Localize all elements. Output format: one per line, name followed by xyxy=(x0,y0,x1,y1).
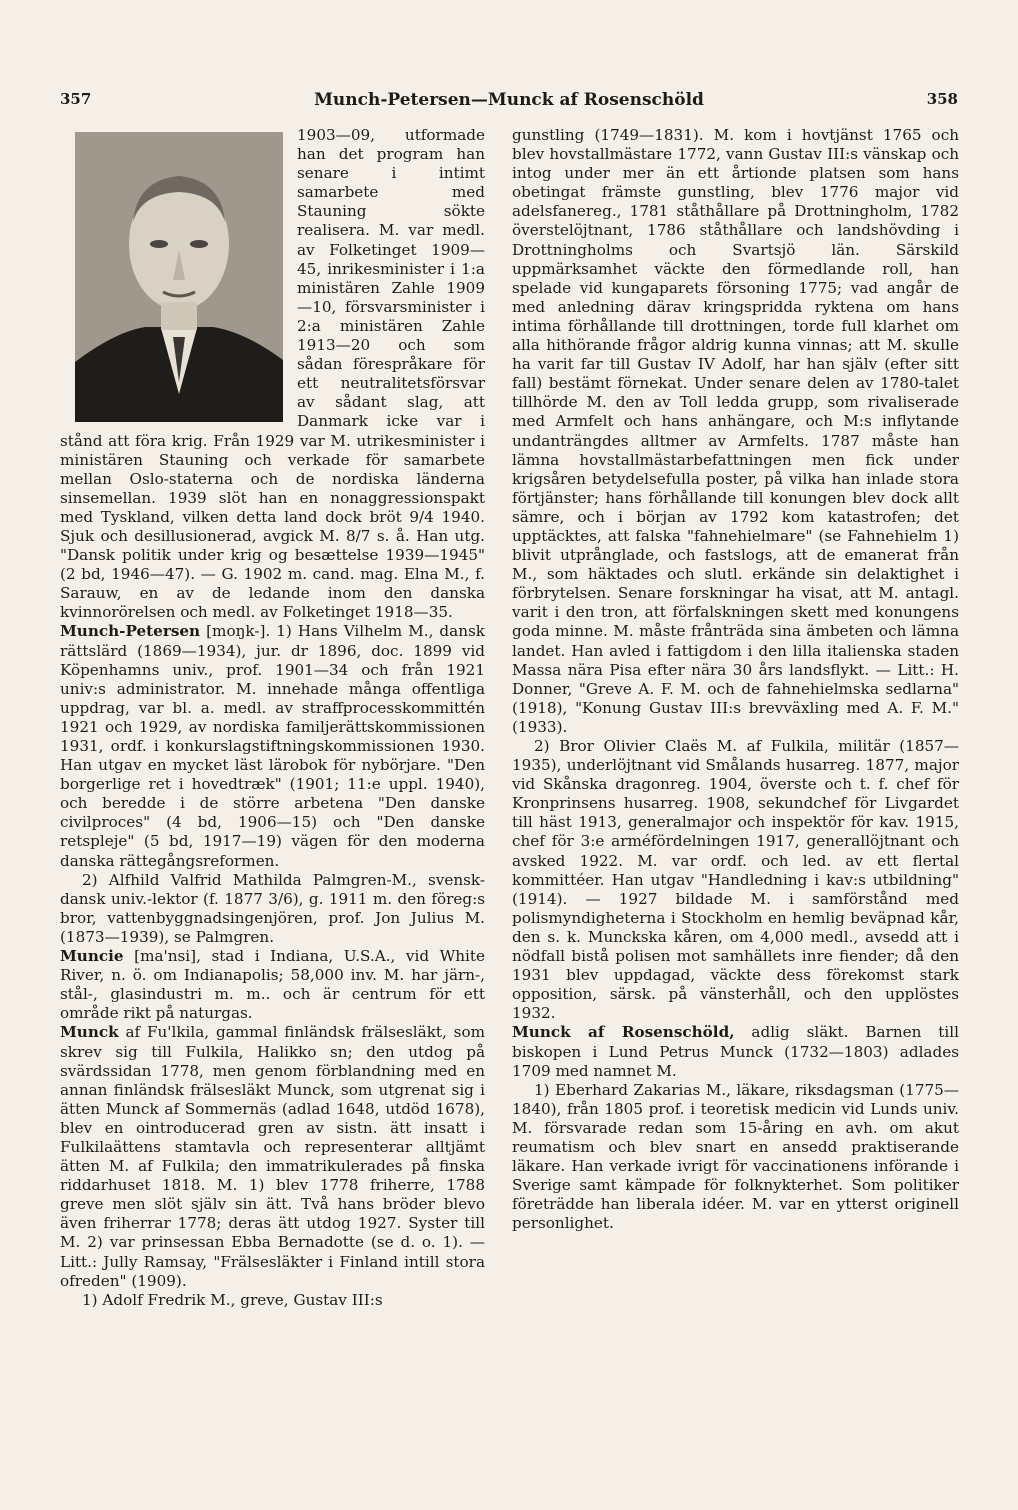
article-text: 1903—09, utformade han det program han senare i intimt samarbete med Stauning sökte realisera. M. var medl. av Folketinget 1909—45, inrikesminister i 1:a ministären Zahle 1909—10, försvarsminister i 2:a ministären Zahle 1913—20 och som sådan förespråkare för ett neutralitetsförsvar av sådant slag, att Danmark icke var i stånd att föra krig. Från 1929 var M. utrikesminister i ministären Stauning och verkade för samarbete mellan Oslo-staterna och de nordiska länderna sinsemellan. 1939 slöt han en nonaggressionspakt med Tyskland, vilken detta land dock bröt 9/4 1940. Sjuk och desillusionerad, avgick M. 8/7 s. å. Han utg. "Dansk politik under krig og besættelse 1939—1945" (2 bd, 1946—47). — G. 1902 m. cand. mag. Elna M., f. Sarauw, en av de ledande inom den danska kvinnorörelsen och medl. av Folketinget 1918—35. xyxy=(60,126,485,622)
entry-text: af Fu'lkila, gammal finländsk frälsesläkt, som skrev sig till Fulkila, Halikko sn; den utdog på svärdssidan 1778, men genom förblandning med en annan finländsk frälsesläkt Munck, som utgrenat sig i ätten Munck af Sommernäs (adlad 1648, utdöd 1678), blev en ointroducerad gren av sistn. ätt insatt i Fulkilaättens stamtavla och representerar alltjämt ätten M. af Fulkila; den immatrikulerades på finska riddarhuset 1818. M. 1) blev 1778 friherre, 1788 greve men slöt själv sin ätt. Två hans bröder blevo även friherrar 1778; deras ätt utdog 1927. Syster till M. 2) var prinsessan Ebba Bernadotte (se d. o. 1). — Litt.: Jully Ramsay, "Frälsesläkter i Finland intill stora ofreden" (1909). xyxy=(60,1023,485,1290)
entry-text: adlig släkt. Barnen till biskopen i Lund Petrus Munck (1732—1803) adlades 1709 med namnet M. xyxy=(512,1023,959,1080)
entry-munck-1-start: 1) Adolf Fredrik M., greve, Gustav III:s xyxy=(82,1290,383,1309)
article-continuation xyxy=(60,126,485,622)
entry-munch-petersen xyxy=(60,622,485,870)
entry-munck-2: 2) Bror Olivier Claës M. af Fulkila, militär (1857—1935), underlöjtnant vid Smålands husarreg. 1877, major vid Skånska dragonreg. 1904, överste och t. f. chef för Kronprinsens husarreg. 1908, sekundchef för Livgardet till häst 1913, generalmajor och inspektör för kav. 1915, chef för 3:e arméfördelningen 1917, generallöjtnant och avsked 1922. M. var ordf. och led. av ett flertal kommittéer. Han utgav "Handledning i kav:s utbildning" (1914). — 1927 bildade M. i samförstånd med polismyndigheterna i Stockholm en hemlig beväpnad kår, den s. k. Munckska kåren, om 4,000 medl., avsedd att i nödfall bistå polisen mot samhällets inre fiender; då den 1931 blev uppdagad, väckte dess förekomst stark opposition, särsk. på vänsterhåll, och den upplöstes 1932. xyxy=(512,737,959,1023)
left-column xyxy=(60,126,485,1310)
page-number-right: 358 xyxy=(926,90,958,108)
entry-munck xyxy=(60,1023,485,1290)
entry-munck-1-cont: gunstling (1749—1831). M. kom i hovtjänst 1765 och blev hovstallmästare 1772, vann Gustav III:s vänskap och intog under mer än ett årtionde platsen som hans obetingat främste gunstling, blev 1776 major vid adelsfanereg., 1781 ståthållare på Drottningholm, 1782 överstelöjtnant, 1786 ståthållare och landshövding i Drottningholms och Svartsjö län. Särskild uppmärksamhet väckte den förmedlande roll, han spelade vid kungaparets försoning 1775; vad angår de med anledning därav kringspridda ryktena om hans intima förhållande till drottningen, torde full klarhet om alla hithörande frågor aldrig kunna vinnas; att M. skulle ha varit far till Gustav IV Adolf, har han själv (efter sitt fall) bestämt förnekat. Under senare delen av 1780-talet tillhörde M. den av Toll ledda grupp, som rivaliserade med Armfelt och hans anhängare, och M:s inflytande undanträngdes alltmer av Armfelts. 1787 måste han lämna hovstallmästarbefattningen men fick under krigsåren betydelsefulla poster, på vilka han inlade stora förtjänster; hans förhållande till konungen blev dock allt sämre, och i början av 1792 kom katastrofen; det upptäcktes, att falska "fahnehielmare" (se Fahnehielm 1) blivit utprånglade, och fastslogs, att de emanerat från M., som häktades och slutl. erkände sin delaktighet i förbrytelsen. Senare forskningar ha visat, att M. antagl. varit i den tron, att förfalskningen skett med konungens goda minne. M. måste frånträda sina ämbeten och lämna landet. Han avled i fattigdom i den lilla italienska staden Massa nära Pisa efter nära 30 års landsflykt. — Litt.: H. Donner, "Greve A. F. M. och de fahnehielmska sedlarna" (1918), "Konung Gustav III:s brevväxling med A. F. M." (1933). xyxy=(512,126,959,736)
entry-text: [moŋk-]. 1) Hans Vilhelm M., dansk rättslärd (1869—1934), jur. dr 1896, doc. 1899 vid Köpenhamns univ., prof. 1901—34 och från 1921 univ:s administrator. M. innehade många offentliga uppdrag, var bl. a. medl. av straffprocesskommittén 1921 och 1929, av nordiska familjerättskommissionen 1931, ordf. i konkurslagstiftningskommissionen 1930. Han utgav en mycket läst lärobok för nybörjare. "Den borgerlige ret i hovedtræk" (1901; 11:e uppl. 1940), och beredde i de större arbetena "Den danske civilproces" (4 bd, 1906—15) och "Den danske retspleje" (5 bd, 1917—19) vägen för den moderna danska rättegångsreformen. xyxy=(60,622,485,870)
page-header xyxy=(60,90,958,114)
headword: Munck af Rosenschöld, xyxy=(512,1023,735,1042)
page-number-left: 357 xyxy=(60,90,92,108)
entry-text: [ma'nsi], stad i Indiana, U.S.A., vid White River, n. ö. om Indianapolis; 58,000 inv. M. har järn-, stål-, glasindustri m. m.. och är centrum för ett område rikt på naturgas. xyxy=(60,947,485,1023)
headword: Munch-Petersen xyxy=(60,622,201,641)
entry-munch-petersen-2: 2) Alfhild Valfrid Mathilda Palmgren-M., svensk-dansk univ.-lektor (f. 1877 3/6), g. 1911 m. den föreg:s bror, vattenbyggnadsingenjören, prof. Jon Julius M. (1873—1939), se Palmgren. xyxy=(60,870,485,946)
headword: Munck xyxy=(60,1023,119,1042)
right-column xyxy=(512,126,959,1233)
headword: Muncie xyxy=(60,947,124,966)
entry-muncie xyxy=(60,947,485,1023)
portrait-photo xyxy=(75,132,283,422)
entry-rosenschold-1: 1) Eberhard Zakarias M., läkare, riksdagsman (1775—1840), från 1805 prof. i teoretisk medicin vid Lunds univ. M. försvarade redan som 15-åring en avh. om akut reumatism och blev snart en ansedd praktiserande läkare. Han verkade ivrigt för vaccinationens införande i Sverige samt kämpade för folknykterhet. Som politiker företrädde han liberala idéer. M. var en ytterst originell personlighet. xyxy=(512,1080,959,1233)
entry-munck-af-rosenschold xyxy=(512,1023,959,1080)
running-title: Munch-Petersen—Munck af Rosenschöld xyxy=(314,90,704,110)
